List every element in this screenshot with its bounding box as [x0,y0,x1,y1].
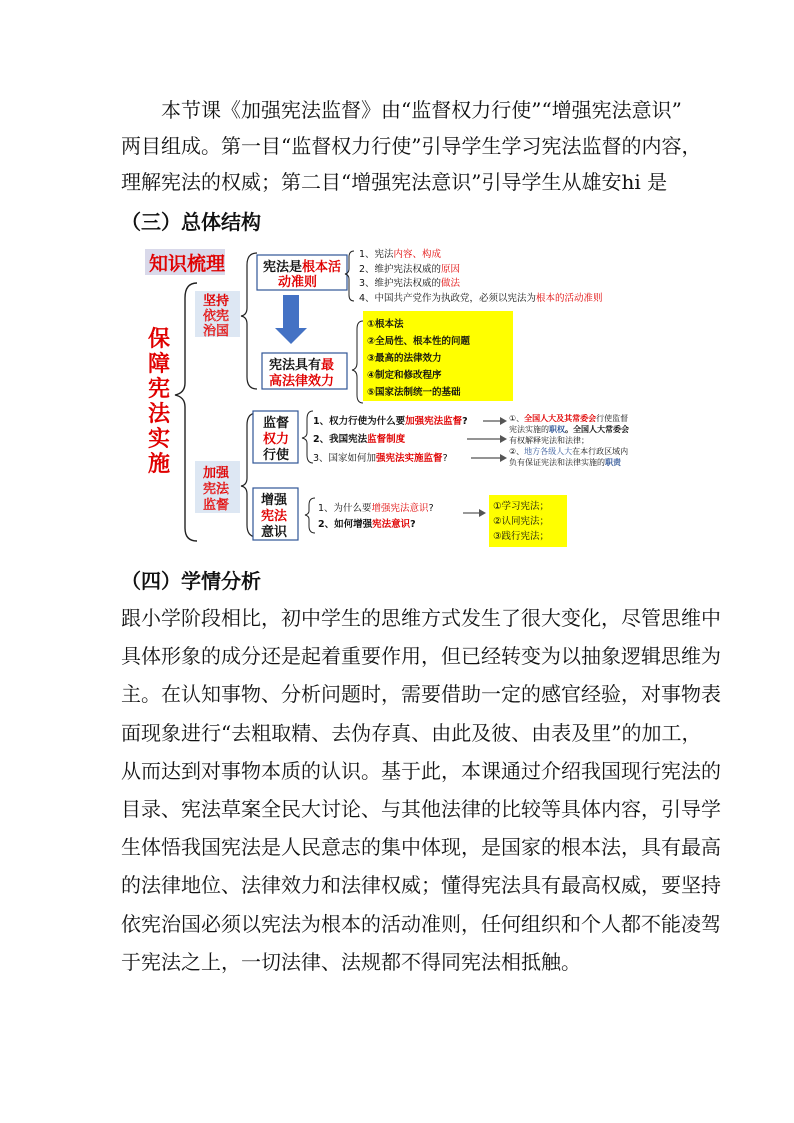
law-items-brace [352,321,363,403]
analysis-line: 具体形象的成分还是起着重要作用，但已经转变为以抽象逻辑思维为 [121,644,721,669]
branch2-label: 宪法 [203,482,230,497]
law-item: ③最高的法律效力 [367,353,442,364]
sup-answer: 宪法实施的职权。全国人大常委会 [509,425,629,434]
arrow-right-icon [500,417,507,425]
section-heading-structure: （三）总体结构 [121,210,261,234]
knowledge-structure-figure [145,243,667,549]
rule-item: 3、维护宪法权威的做法 [359,278,461,289]
analysis-line: 面现象进行“去粗取精、去伪存真、由此及彼、由表及里”的加工， [121,720,702,745]
analysis-line: 生体悟我国宪法是人民意志的集中体现，是国家的根本法，具有最高 [121,835,721,860]
arrow-right-icon [500,435,507,443]
svg-text:实: 实 [148,427,171,452]
rule-items [359,248,603,304]
analysis-line: 跟小学阶段相比，初中学生的思维方式发生了很大变化，尽管思维中 [121,606,721,630]
svg-text:宪: 宪 [148,377,171,402]
rule-item: 4、中国共产党作为执政党，必须以宪法为根本的活动准则 [359,293,603,304]
analysis-line: 主。在认知事物、分析问题时，需要借助一定的感官经验，对事物表 [121,682,721,707]
intro-line: 理解宪法的权威；第二目“增强宪法意识”引导学生从雄安hi 是 [121,170,668,194]
branch1-label: 依宪 [203,309,230,324]
aware-answer: ②认同宪法； [493,516,550,527]
branch1-label: 治国 [203,324,230,339]
sup-answer: ②、地方各级人大在本行政区域内 [509,447,629,456]
svg-text:障: 障 [148,352,171,377]
box-supervise-line: 权力 [263,432,290,447]
analysis-line: 于宪法之上，一切法律、法规都不得同宪法相抵触。 [121,949,581,974]
law-item: ①根本法 [367,319,404,330]
law-item: ④制定和修改程序 [367,370,442,381]
figure-tag: 知识梳理 [149,253,226,275]
box-awareness-line: 增强 [261,493,288,508]
root-title [148,326,171,477]
sup-answer: 有权解释宪法和法律； [509,436,589,445]
root-brace [175,283,197,541]
sup-items-brace [302,411,313,463]
box-rule-line2: 动准则 [278,275,318,290]
aware-answer: ①学习宪法； [493,501,550,512]
analysis-paragraph [121,599,721,981]
aware-item: 1、为什么要增强宪法意识? [318,503,434,514]
intro-line: 本节课《加强宪法监督》由“监督权力行使”“增强宪法意识” [121,98,682,122]
analysis-line: 依宪治国必须以宪法为根本的活动准则，任何组织和个人都不能凌驾 [121,911,721,936]
analysis-line: 的法律地位、法律效力和法律权威；懂得宪法具有最高权威，要坚持 [121,873,721,898]
svg-text:保: 保 [148,327,171,352]
branch2-label: 监督 [203,498,230,513]
down-arrow-icon [275,295,307,344]
sup-item: 1、权力行使为什么要加强宪法监督? [313,416,468,427]
rule-item: 2、维护宪法权威的原因 [359,264,461,275]
intro-line: 两目组成。第一目“监督权力行使”引导学生学习宪法监督的内容， [121,134,702,158]
sup-answer: 负有保证宪法和法律实施的职责 [509,458,621,467]
box-awareness-line: 宪法 [261,509,288,524]
svg-text:施: 施 [148,452,171,477]
section-heading-analysis: （四）学情分析 [121,569,261,593]
aware-item: 2、如何增强宪法意识? [318,519,416,530]
box-supervise-line: 行使 [263,448,290,463]
aware-answer: ③践行宪法； [493,531,550,542]
branch1-label: 坚持 [203,294,230,309]
analysis-line: 目录、宪法草案全民大讨论、与其他法律的比较等具体内容，引导学 [121,797,721,822]
aware-items-brace [305,498,315,533]
intro-paragraph [121,92,702,200]
law-item: ②全局性、根本性的问题 [367,336,471,347]
arrow-right-icon [479,509,486,517]
svg-text:宪法是根本活: 宪法是根本活 [263,260,342,275]
law-item: ⑤国家法制统一的基础 [367,387,461,398]
analysis-line: 从而达到对事物本质的认识。基于此，本课通过介绍我国现行宪法的 [121,758,721,783]
sup-item: 2、我国宪法监督制度 [313,434,406,445]
box-supervise-line: 监督 [263,416,290,431]
branch1-brace [241,253,257,389]
sup-item: 3、国家如何加强宪法实施监督? [313,453,448,464]
svg-text:法: 法 [148,402,171,427]
branch2-label: 加强 [203,466,230,481]
arrow-right-icon [500,454,507,462]
sup-answer: ①、全国人大及其常委会行使监督 [509,414,629,423]
box-awareness-line: 意识 [261,525,288,540]
svg-text:宪法具有最: 宪法具有最 [269,358,335,373]
box-law-line2: 高法律效力 [269,374,335,389]
rule-item: 1、宪法内容、构成 [359,249,442,260]
